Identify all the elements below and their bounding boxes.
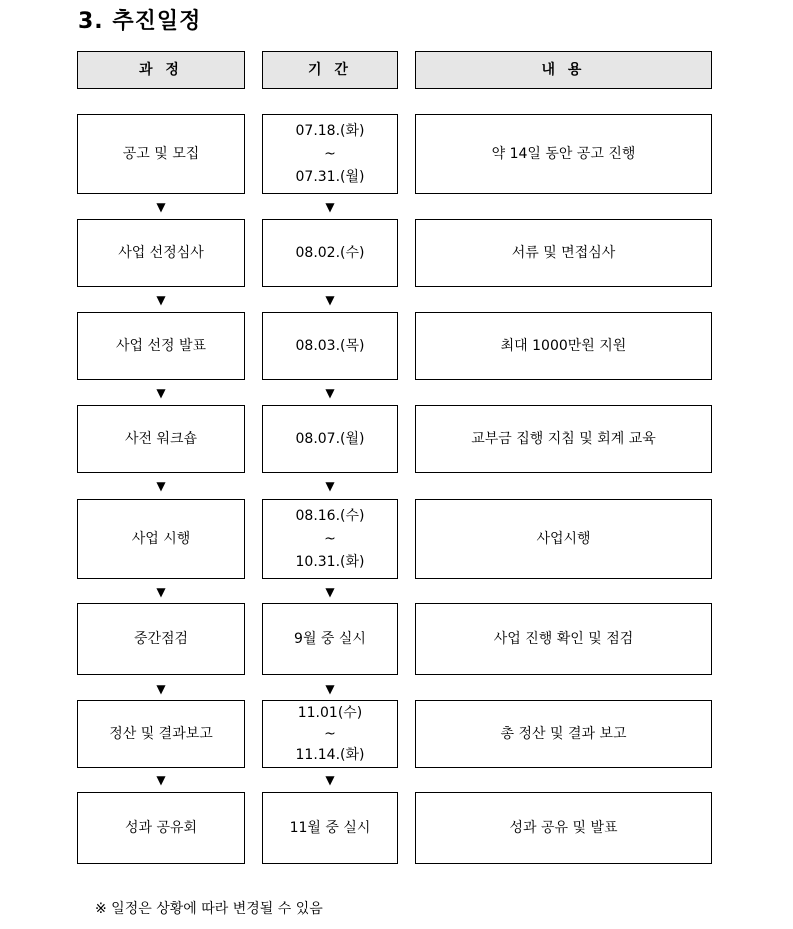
arrow-down-icon: ▼ <box>325 386 335 400</box>
row-3-period: 08.03.(목) <box>262 312 398 380</box>
row-4-process: 사전 워크숍 <box>77 405 245 473</box>
arrow-down-icon: ▼ <box>156 773 166 787</box>
arrow-down-icon: ▼ <box>325 200 335 214</box>
row-5-period-sep: ~ <box>324 530 336 547</box>
row-4-period: 08.07.(월) <box>262 405 398 473</box>
row-2-period: 08.02.(수) <box>262 219 398 287</box>
row-5-period-end: 10.31.(화) <box>295 553 365 570</box>
row-7-process: 정산 및 결과보고 <box>77 700 245 768</box>
arrow-down-icon: ▼ <box>156 585 166 599</box>
arrow-down-icon: ▼ <box>325 585 335 599</box>
arrow-down-icon: ▼ <box>325 682 335 696</box>
schedule-note: ※ 일정은 상황에 따라 변경될 수 있음 <box>95 901 323 917</box>
row-1-period <box>262 114 398 194</box>
row-8-process: 성과 공유회 <box>77 792 245 864</box>
header-content: 내 용 <box>415 51 712 89</box>
row-5-period-start: 08.16.(수) <box>295 507 365 524</box>
arrow-down-icon: ▼ <box>156 293 166 307</box>
row-2-content: 서류 및 면접심사 <box>415 219 712 287</box>
row-1-content: 약 14일 동안 공고 진행 <box>415 114 712 194</box>
row-7-period-start: 11.01(수) <box>297 704 363 721</box>
header-process: 과 정 <box>77 51 245 89</box>
row-1-period-start: 07.18.(화) <box>295 122 365 139</box>
row-2-process: 사업 선정심사 <box>77 219 245 287</box>
row-7-period <box>262 700 398 768</box>
row-3-content: 최대 1000만원 지원 <box>415 312 712 380</box>
row-3-process: 사업 선정 발표 <box>77 312 245 380</box>
arrow-down-icon: ▼ <box>325 773 335 787</box>
row-5-period <box>262 499 398 579</box>
row-7-content: 총 정산 및 결과 보고 <box>415 700 712 768</box>
row-7-period-end: 11.14.(화) <box>295 746 365 763</box>
row-8-period: 11월 중 실시 <box>262 792 398 864</box>
arrow-down-icon: ▼ <box>156 200 166 214</box>
row-5-process: 사업 시행 <box>77 499 245 579</box>
header-period: 기 간 <box>262 51 398 89</box>
row-5-content: 사업시행 <box>415 499 712 579</box>
arrow-down-icon: ▼ <box>325 479 335 493</box>
arrow-down-icon: ▼ <box>325 293 335 307</box>
row-7-period-sep: ~ <box>324 725 336 742</box>
row-1-process: 공고 및 모집 <box>77 114 245 194</box>
row-1-period-end: 07.31.(월) <box>295 168 365 185</box>
arrow-down-icon: ▼ <box>156 682 166 696</box>
row-8-content: 성과 공유 및 발표 <box>415 792 712 864</box>
arrow-down-icon: ▼ <box>156 386 166 400</box>
row-6-period: 9월 중 실시 <box>262 603 398 675</box>
row-6-process: 중간점검 <box>77 603 245 675</box>
row-1-period-sep: ~ <box>324 145 336 162</box>
row-6-content: 사업 진행 확인 및 점검 <box>415 603 712 675</box>
row-4-content: 교부금 집행 지침 및 회계 교육 <box>415 405 712 473</box>
section-title: 3. 추진일정 <box>78 9 202 34</box>
arrow-down-icon: ▼ <box>156 479 166 493</box>
